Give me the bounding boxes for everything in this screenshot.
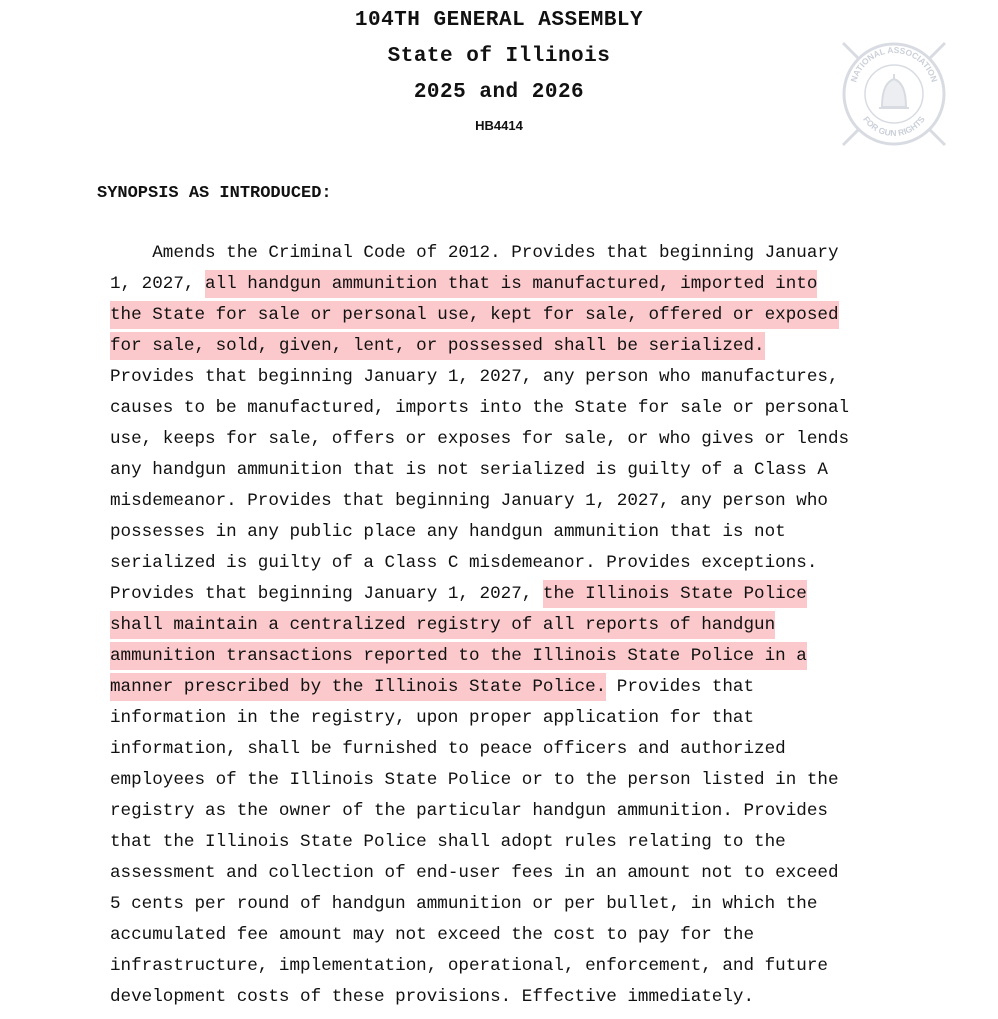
watermark-text-top: NATIONAL ASSOCIATION <box>848 44 940 84</box>
highlighted-text: the Illinois State Police <box>543 580 807 608</box>
synopsis-text: Provides that beginning January 1, 2027, any person who manufactures, <box>110 367 839 387</box>
synopsis-text: causes to be manufactured, imports into the State for sale or personal <box>110 398 850 418</box>
synopsis-text: serialized is guilty of a Class C misdemeanor. Provides exceptions. <box>110 553 818 573</box>
synopsis-line <box>110 831 786 853</box>
synopsis-text: infrastructure, implementation, operational, enforcement, and future <box>110 956 828 976</box>
synopsis-line <box>110 273 817 295</box>
session-title: 2025 and 2026 <box>413 81 585 104</box>
assembly-title: 104TH GENERAL ASSEMBLY <box>354 9 644 32</box>
watermark-text-bottom: FOR GUN RIGHTS <box>861 114 927 139</box>
watermark-seal-icon <box>835 33 953 151</box>
synopsis-line <box>110 955 828 977</box>
synopsis-line <box>110 645 807 667</box>
synopsis-line <box>110 738 786 760</box>
state-title: State of Illinois <box>387 45 611 68</box>
synopsis-heading: SYNOPSIS AS INTRODUCED: <box>97 184 332 203</box>
synopsis-text: assessment and collection of end-user fees in an amount not to exceed <box>110 863 839 883</box>
synopsis-line <box>110 614 775 636</box>
synopsis-line <box>110 397 849 419</box>
synopsis-text: possesses in any public place any handgun ammunition that is not <box>110 522 786 542</box>
synopsis-line <box>110 862 839 884</box>
synopsis-text: Amends the Criminal Code of 2012. Provides that beginning January <box>110 243 839 263</box>
synopsis-line <box>110 769 839 791</box>
synopsis-text: accumulated fee amount may not exceed the cost to pay for the <box>110 925 755 945</box>
synopsis-line <box>110 366 839 388</box>
bill-number: HB4414 <box>475 118 523 133</box>
highlighted-text: for sale, sold, given, lent, or possessed shall be serialized. <box>110 332 765 360</box>
synopsis-line <box>110 707 754 729</box>
highlighted-text: manner prescribed by the Illinois State Police. <box>110 673 606 701</box>
synopsis-line <box>110 335 765 357</box>
synopsis-line <box>110 924 754 946</box>
highlighted-text: all handgun ammunition that is manufactured, imported into <box>205 270 817 298</box>
synopsis-text: Provides that beginning January 1, 2027, <box>110 584 543 604</box>
synopsis-line <box>110 242 839 264</box>
highlighted-text: shall maintain a centralized registry of all reports of handgun <box>110 611 775 639</box>
synopsis-text: information, shall be furnished to peace officers and authorized <box>110 739 786 759</box>
synopsis-line <box>110 676 754 698</box>
synopsis-text: 1, 2027, <box>110 274 206 294</box>
synopsis-text: development costs of these provisions. Effective immediately. <box>110 987 755 1007</box>
synopsis-text: use, keeps for sale, offers or exposes for sale, or who gives or lends <box>110 429 850 449</box>
synopsis-text: 5 cents per round of handgun ammunition or per bullet, in which the <box>110 894 818 914</box>
synopsis-line <box>110 459 828 481</box>
synopsis-line <box>110 583 807 605</box>
synopsis-line <box>110 552 817 574</box>
synopsis-line <box>110 490 828 512</box>
synopsis-text: employees of the Illinois State Police or to the person listed in the <box>110 770 839 790</box>
synopsis-text: misdemeanor. Provides that beginning January 1, 2027, any person who <box>110 491 828 511</box>
synopsis-text: information in the registry, upon proper application for that <box>110 708 755 728</box>
synopsis-text: Provides that <box>606 677 755 697</box>
synopsis-line <box>110 428 849 450</box>
highlighted-text: the State for sale or personal use, kept for sale, offered or exposed <box>110 301 839 329</box>
synopsis-line <box>110 304 839 326</box>
synopsis-line <box>110 893 817 915</box>
synopsis-line <box>110 521 786 543</box>
highlighted-text: ammunition transactions reported to the Illinois State Police in a <box>110 642 807 670</box>
synopsis-line <box>110 800 828 822</box>
synopsis-text: any handgun ammunition that is not serialized is guilty of a Class A <box>110 460 828 480</box>
synopsis-text: registry as the owner of the particular handgun ammunition. Provides <box>110 801 828 821</box>
synopsis-line <box>110 986 754 1008</box>
synopsis-text: that the Illinois State Police shall adopt rules relating to the <box>110 832 786 852</box>
